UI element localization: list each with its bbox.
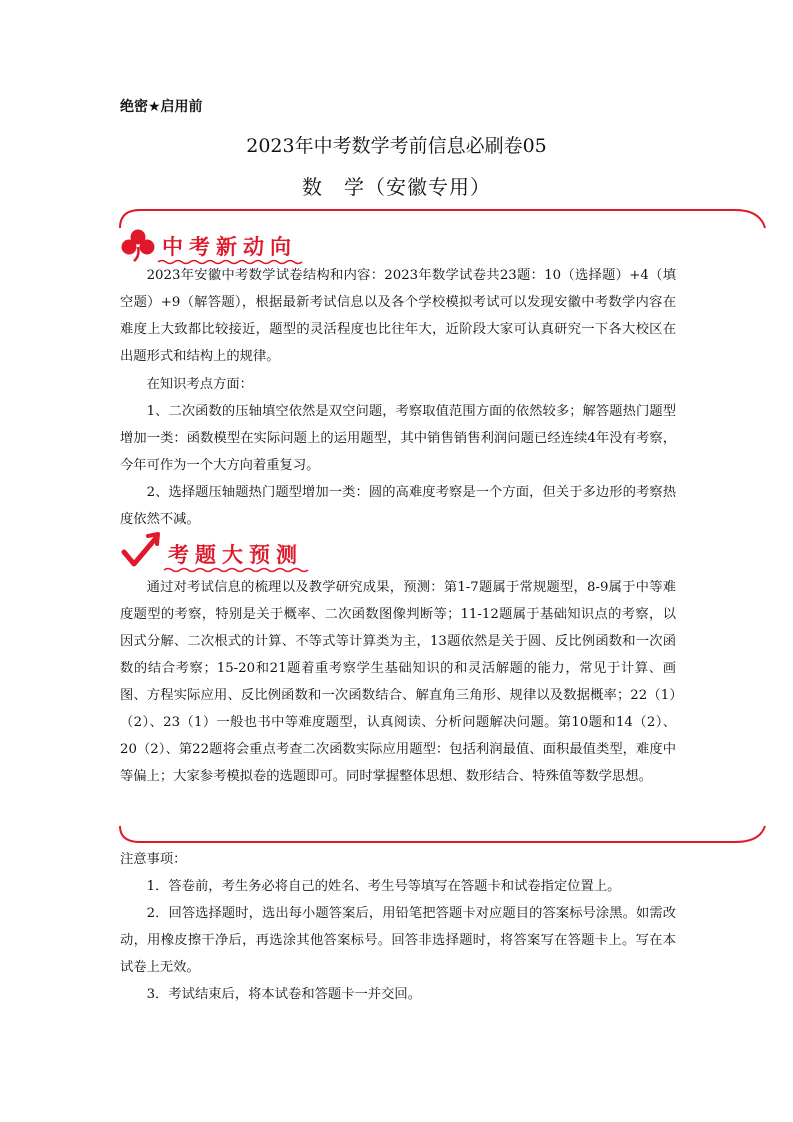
knowledge-point-2: 2、选择题压轴题热门题型增加一类：圆的高难度考察是一个方面，但关于多边形的考察热度依然不减。 xyxy=(120,485,676,527)
note-item-2: 2．回答选择题时，选出每小题答案后，用铅笔把答题卡对应题目的答案标号涂黑。如需改动，用橡皮擦干净后，再选涂其他答案标号。回答非选择题时，将答案写在答题卡上。写在本试卷上无效。 xyxy=(120,906,676,975)
knowledge-point-1: 1、二次函数的压轴填空依然是双空问题，考察取值范围方面的依然较多；解答题热门题型增加一类：函数模型在实际问题上的运用题型，其中销售销售利润问题已经连续4年没有考察，今年可作为一个大方向着重复习。 xyxy=(120,404,676,473)
knowledge-label: 在知识考点方面： xyxy=(146,377,253,392)
section2-body: 通过对考试信息的梳理以及教学研究成果，预测：第1-7题属于常规题型，8-9属于中等难度题型的考察，特别是关于概率、二次函数图像判断等；11-12题属于基础知识点的考察，以因式分解、二次根式的计算、不等式等计算类为主，13题依然是关于圆、反比例函数和一次函数的结合考察；15-20和21题着重考察学生基础知识的和灵活解题的能力，常见于计算、画图、方程实际应用、反比例函数和一次函数结合、解直角三角形、规律以及数据概率；22（1）（2）、23（1）一般也书中等难度题型，认真阅读、分析问题解决问题。第10题和14（2）、20（2）、第22题将会重点考查二次函数实际应用题型：包括利润最值、面积最值类型，难度中等偏上；大家参考模拟卷的选题即可。同时掌握整体思想、数形结合、特殊值等数学思想。 xyxy=(120,580,676,784)
secret-label: 绝密★启用前 xyxy=(120,99,203,115)
notes-title: 注意事项： xyxy=(120,852,187,867)
section1-intro: 2023年安徽中考数学试卷结构和内容：2023年数学试卷共23题：10（选择题）+4（填空题）+9（解答题），根据最新考试信息以及各个学校模拟考试可以发现安徽中考数学内容在难度上大致都比较接近，题型的灵活程度也比往年大，近阶段大家可认真研究一下各大校区在出题形式和结构上的规律。 xyxy=(120,268,676,364)
check-arrow-icon xyxy=(120,530,164,570)
section1-heading: 中考新动向 xyxy=(162,235,297,259)
page-title: 2023年中考数学考前信息必刷卷05 xyxy=(246,135,547,157)
section2-heading: 考题大预测 xyxy=(168,543,303,567)
note-item-3: 3．考试结束后，将本试卷和答题卡一并交回。 xyxy=(146,987,421,1002)
note-item-1: 1．答卷前，考生务必将自己的姓名、考生号等填写在答题卡和试卷指定位置上。 xyxy=(146,879,621,894)
page-subtitle: 数 学（安徽专用） xyxy=(302,175,491,199)
clover-icon xyxy=(120,228,156,262)
